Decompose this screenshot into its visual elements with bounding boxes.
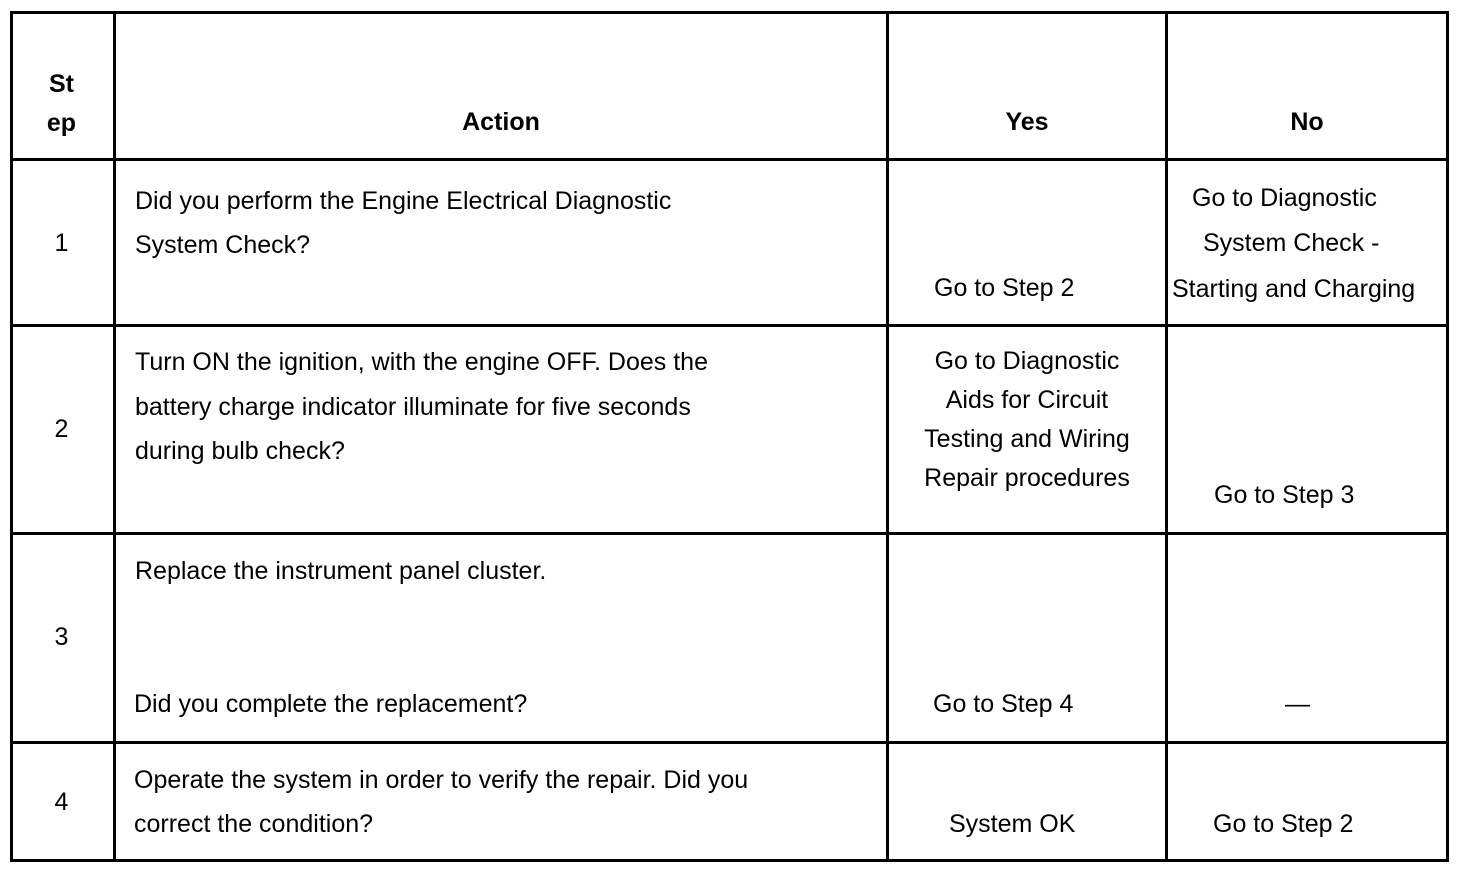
table-row-4 <box>13 744 1449 862</box>
header-no-cell <box>1168 11 1449 161</box>
no-text: — <box>1285 690 1310 718</box>
header-yes: Yes <box>1005 108 1049 136</box>
table-header-row <box>13 11 1449 161</box>
action-cell <box>116 327 889 535</box>
yes-text-line: Aids for Circuit <box>945 386 1109 414</box>
step-number: 1 <box>54 229 69 257</box>
header-step-line2: ep <box>46 109 77 137</box>
step-cell <box>10 535 116 744</box>
action-text-line: Did you complete the replacement? <box>134 690 528 718</box>
step-cell <box>10 161 116 327</box>
yes-text: Go to Step 4 <box>933 690 1074 718</box>
step-number: 2 <box>54 415 69 443</box>
header-step-cell <box>10 11 116 161</box>
action-cell <box>116 744 889 862</box>
action-text-line: correct the condition? <box>134 810 374 838</box>
table-row-1 <box>13 161 1449 327</box>
header-action-cell <box>116 11 889 161</box>
step-number: 3 <box>54 623 69 651</box>
header-step <box>10 65 113 143</box>
step-cell <box>10 327 116 535</box>
yes-cell <box>889 535 1168 744</box>
yes-text-line: Go to Diagnostic <box>934 347 1120 375</box>
no-text-line: System Check - <box>1203 229 1380 257</box>
step-cell <box>10 744 116 862</box>
yes-cell <box>889 161 1168 327</box>
yes-text-line: Repair procedures <box>924 464 1130 492</box>
header-no: No <box>1290 108 1324 136</box>
action-text-line: Replace the instrument panel cluster. <box>135 557 547 585</box>
no-cell <box>1168 161 1449 327</box>
action-text-line: Operate the system in order to verify the repair. Did you <box>134 766 749 794</box>
no-text-line: Starting and Charging <box>1172 275 1416 303</box>
step-number: 4 <box>54 788 69 816</box>
header-yes-cell <box>889 11 1168 161</box>
table-row-2 <box>13 327 1449 535</box>
table-row-3 <box>13 535 1449 744</box>
diagnostic-table <box>10 11 1446 859</box>
yes-cell <box>889 744 1168 862</box>
no-cell <box>1168 535 1449 744</box>
yes-text: Go to Step 2 <box>934 274 1075 302</box>
no-text: Go to Step 2 <box>1213 810 1354 838</box>
no-text-line: Go to Diagnostic <box>1192 184 1377 212</box>
yes-text-line: Testing and Wiring <box>924 425 1130 453</box>
no-text: Go to Step 3 <box>1214 481 1355 509</box>
header-step-line1: St <box>49 70 74 98</box>
yes-cell <box>889 327 1168 535</box>
no-cell <box>1168 327 1449 535</box>
action-text-line: during bulb check? <box>135 437 345 465</box>
yes-text <box>889 342 1165 498</box>
action-text-line: Turn ON the ignition, with the engine OFF. Does the <box>135 348 708 376</box>
action-text-line: System Check? <box>135 231 311 259</box>
action-text-line: battery charge indicator illuminate for five seconds <box>135 393 691 421</box>
no-cell <box>1168 744 1449 862</box>
header-action: Action <box>462 108 540 136</box>
yes-text: System OK <box>949 810 1076 838</box>
action-text-line: Did you perform the Engine Electrical Diagnostic <box>135 187 672 215</box>
action-cell <box>116 161 889 327</box>
action-cell <box>116 535 889 744</box>
